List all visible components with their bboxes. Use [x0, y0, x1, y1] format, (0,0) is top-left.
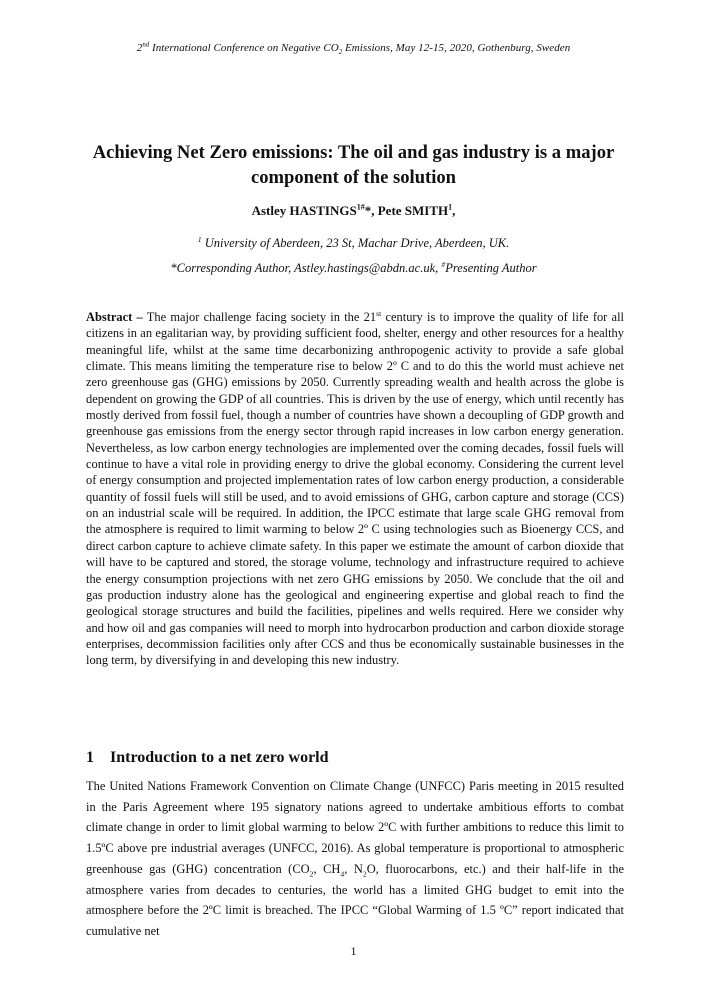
conference-header	[0, 41, 707, 57]
author-first-star: *,	[364, 203, 375, 218]
author-list	[0, 203, 707, 219]
intro-text-1: The United Nations Framework Convention on Climate Change (UNFCC) Paris meeting in 2015 resulted in the Paris Agreement where 195 signatory nations agreed to undertake ambitious efforts to combat climate change in order to limit global warming to below 2ºC with further ambitions to reduce this limit to 1.5ºC above pre industrial averages (UNFCC, 2016). As global temperature is proportional to atmospheric greenhouse gas (GHG) concentration (CO	[86, 779, 624, 876]
affiliation-text: University of Aberdeen, 23 St, Machar Drive, Aberdeen, UK.	[204, 236, 510, 250]
conference-details: Emissions, May 12-15, 2020, Gothenburg, Sweden	[345, 42, 571, 54]
corresponding-author: *Corresponding Author, Astley.hastings@abdn.ac.uk,	[170, 261, 439, 275]
intro-sub-3: 2	[362, 869, 367, 879]
affiliation	[0, 236, 707, 251]
intro-text-2: , CH	[313, 861, 341, 876]
intro-sub-2: 4	[340, 869, 345, 879]
intro-text-3: , N	[344, 861, 363, 876]
section-heading	[86, 749, 329, 767]
page-number: 1	[350, 944, 357, 958]
presenting-author: Presenting Author	[445, 261, 537, 275]
conference-ordinal-suffix: nd	[142, 41, 150, 49]
author-first-name: Astley HASTINGS	[251, 203, 357, 218]
abstract-ordinal-suffix: st	[376, 308, 382, 318]
section-title: Introduction to a net zero world	[110, 749, 329, 766]
introduction-paragraph	[86, 776, 624, 942]
conference-co2-subscript: 2	[338, 49, 343, 57]
affiliation-number: 1	[197, 234, 202, 244]
author-list-tail: ,	[452, 203, 456, 218]
abstract-label: Abstract –	[86, 310, 143, 324]
section-number: 1	[86, 749, 94, 766]
abstract-text-start: The major challenge facing society in the 21	[146, 310, 377, 324]
intro-text-4: O, fluorocarbons, etc.) and their half-life in the atmosphere varies from decades to centuries, the world has a limited GHG budget to emit into the atmosphere before the 2ºC limit is breached. The IPCC “Global Warming of 1.5 ºC” report indicated that cumulative net	[86, 861, 624, 938]
author-second-name: Pete SMITH	[377, 203, 449, 218]
presenting-mark: #	[441, 259, 446, 269]
conference-name: International Conference on Negative CO	[152, 42, 339, 54]
abstract-text-body: century is to improve the quality of life for all citizens in an egalitarian way, by providing sufficient food, shelter, energy and other resources for a healthy meaningful life, whilst at the same time decarbonizing anthropogenic activity to provide a safe global climate. This means limiting the temperature rise to below 2º C and to do this the world must achieve net zero greenhouse gas (GHG) emissions by 2050. Currently spreading wealth and health across the globe is dependent on growing the GDP of all countries. This is driven by the use of energy, which until recently has mostly derived from fossil fuel, though a number of countries have shown a decoupling of GDP growth and greenhouse gas emissions from the energy sector through rapid increases in low carbon energy generation. Nevertheless, as low carbon energy technologies are implemented over the coming decades, fossil fuels will continue to have a vital role in providing energy to drive the global economy. Considering the current level of energy consumption and projected implementation rates of low carbon energy production, a considerable quantity of fossil fuels will still be used, and to avoid emissions of GHG, carbon capture and storage (CCS) on an industrial scale will be required. In addition, the IPCC estimate that large scale GHG removal from the atmosphere is required to limit warming to below 2º C using technologies such as Bioenergy CCS, and direct carbon capture to achieve climate safety. In this paper we estimate the amount of carbon dioxide that will have to be captured and stored, the storage volume, technology and infrastructure required to achieve the energy consumption projections with net zero GHG emissions by 2050. We conclude that the oil and gas production industry alone has the geological and engineering expertise and global reach to find the geological storage structures and build the facilities, pipelines and wells required. Here we consider why and how oil and gas companies will need to morph into hydrocarbon production and carbon dioxide storage enterprises, decommission facilities only after CCS and thus be economically sustainable businesses in the long term, by diversifying in and developing this new industry.	[86, 310, 624, 668]
paper-title: Achieving Net Zero emissions: The oil and gas industry is a major component of the solution	[92, 142, 615, 188]
abstract	[86, 309, 624, 669]
corresponding-author-line	[0, 261, 707, 276]
author-second-mark: 1	[448, 202, 453, 212]
conference-ordinal: 2	[136, 42, 143, 54]
author-first-marks: 1#	[356, 202, 365, 212]
intro-sub-1: 2	[309, 869, 314, 879]
